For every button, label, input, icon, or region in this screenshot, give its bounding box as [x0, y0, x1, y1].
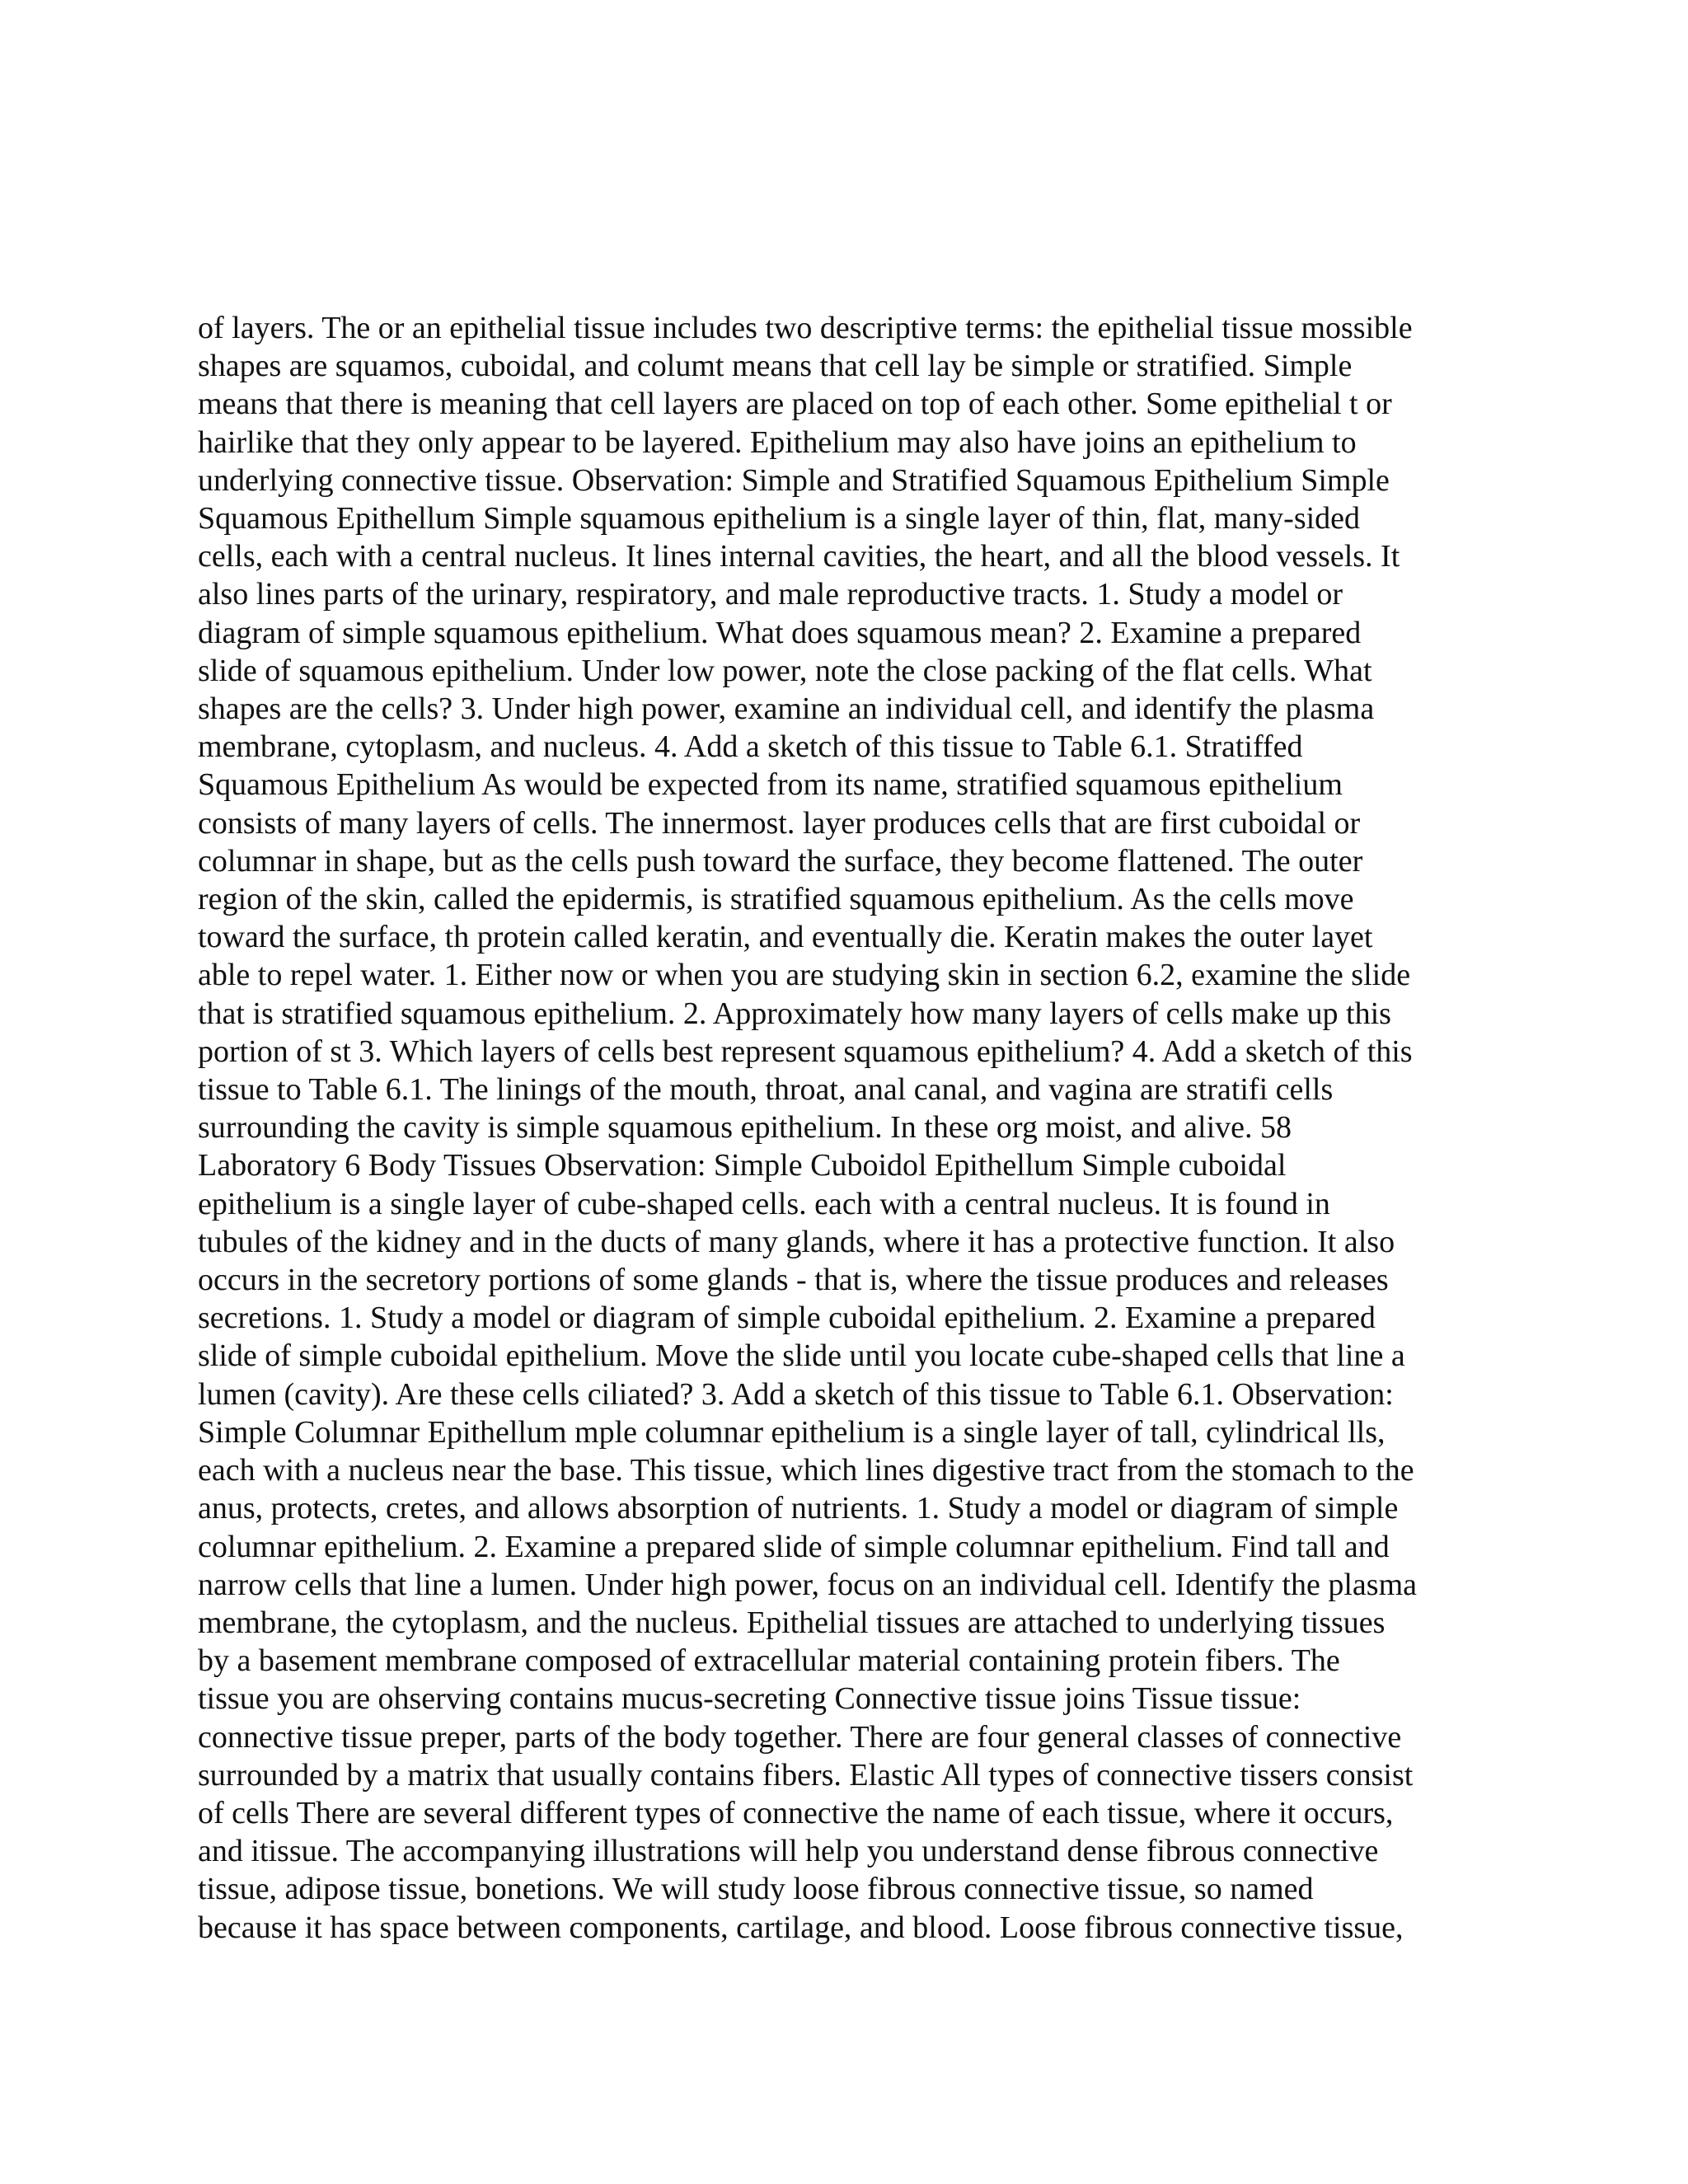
- text-line: Squamous Epithelium As would be expected from its name, stratified squamous epithelium: [198, 767, 1343, 803]
- text-line: shapes are squamos, cuboidal, and columt means that cell lay be simple or stratified. Simple: [198, 349, 1353, 384]
- text-line: tissue to Table 6.1. The linings of the mouth, throat, anal canal, and vagina are stratifi cells: [198, 1072, 1334, 1108]
- text-line: epithelium is a single layer of cube-shaped cells. each with a central nucleus. It is found in: [198, 1186, 1330, 1221]
- text-line: narrow cells that line a lumen. Under high power, focus on an individual cell. Identify the plasma: [198, 1567, 1417, 1602]
- text-line: lumen (cavity). Are these cells ciliated? 3. Add a sketch of this tissue to Table 6.1. Observation:: [198, 1376, 1394, 1412]
- text-line: tissue, adipose tissue, bonetions. We will study loose fibrous connective tissue, so named: [198, 1872, 1314, 1907]
- text-line: because it has space between components, cartilage, and blood. Loose fibrous connective tissue,: [198, 1910, 1404, 1945]
- text-line: occurs in the secretory portions of some glands - that is, where the tissue produces and releases: [198, 1263, 1389, 1298]
- text-line: also lines parts of the urinary, respiratory, and male reproductive tracts. 1. Study a model or: [198, 577, 1343, 612]
- text-line: tubules of the kidney and in the ducts of many glands, where it has a protective function. It also: [198, 1224, 1395, 1259]
- text-line: means that there is meaning that cell layers are placed on top of each other. Some epithelial t or: [198, 387, 1392, 422]
- text-line: connective tissue preper, parts of the body together. There are four general classes of connective: [198, 1719, 1402, 1755]
- text-line: consists of many layers of cells. The innermost. layer produces cells that are first cuboidal or: [198, 805, 1361, 841]
- text-line: shapes are the cells? 3. Under high power, examine an individual cell, and identify the plasma: [198, 691, 1375, 727]
- text-line: of cells There are several different types of connective the name of each tissue, where it occurs,: [198, 1795, 1394, 1830]
- text-line: Laboratory 6 Body Tissues Observation: Simple Cuboidol Epithellum Simple cuboidal: [198, 1148, 1287, 1183]
- text-line: region of the skin, called the epidermis, is stratified squamous epithelium. As the cells move: [198, 882, 1354, 917]
- text-line: toward the surface, th protein called keratin, and eventually die. Keratin makes the outer layet: [198, 920, 1373, 955]
- text-line: anus, protects, cretes, and allows absorption of nutrients. 1. Study a model or diagram of simple: [198, 1491, 1399, 1526]
- text-line: and itissue. The accompanying illustrations will help you understand dense fibrous connective: [198, 1834, 1379, 1869]
- text-line: columnar epithelium. 2. Examine a prepared slide of simple columnar epithelium. Find tall and: [198, 1529, 1390, 1564]
- text-line: slide of simple cuboidal epithelium. Move the slide until you locate cube-shaped cells that line a: [198, 1338, 1405, 1374]
- text-line: able to repel water. 1. Either now or when you are studying skin in section 6.2, examine the slide: [198, 958, 1411, 993]
- text-line: cells, each with a central nucleus. It lines internal cavities, the heart, and all the blood vessels. It: [198, 539, 1400, 574]
- text-line: slide of squamous epithelium. Under low power, note the close packing of the flat cells. What: [198, 653, 1372, 688]
- text-line: each with a nucleus near the base. This tissue, which lines digestive tract from the stomach to the: [198, 1453, 1414, 1488]
- text-line: columnar in shape, but as the cells push toward the surface, they become flattened. The outer: [198, 843, 1363, 879]
- text-line: by a basement membrane composed of extracellular material containing protein fibers. The: [198, 1643, 1340, 1679]
- text-line: Squamous Epithellum Simple squamous epithelium is a single layer of thin, flat, many-sided: [198, 501, 1361, 537]
- text-line: membrane, cytoplasm, and nucleus. 4. Add a sketch of this tissue to Table 6.1. Stratiffed: [198, 729, 1303, 765]
- text-line: membrane, the cytoplasm, and the nucleus. Epithelial tissues are attached to underlying tissues: [198, 1605, 1386, 1640]
- text-line: that is stratified squamous epithelium. 2. Approximately how many layers of cells make up this: [198, 996, 1391, 1031]
- text-line: underlying connective tissue. Observation: Simple and Stratified Squamous Epithelium Simple: [198, 462, 1390, 498]
- text-line: portion of st 3. Which layers of cells best represent squamous epithelium? 4. Add a sketch of this: [198, 1033, 1413, 1069]
- text-line: of layers. The or an epithelial tissue includes two descriptive terms: the epithelial tissue mossible: [198, 311, 1413, 345]
- text-line: tissue you are ohserving contains mucus-secreting Connective tissue joins Tissue tissue:: [198, 1681, 1301, 1717]
- text-line: surrounded by a matrix that usually contains fibers. Elastic All types of connective tissers consist: [198, 1757, 1414, 1793]
- text-line: Simple Columnar Epithellum mple columnar epithelium is a single layer of tall, cylindrical lls,: [198, 1414, 1386, 1450]
- body-text: [198, 309, 1500, 1947]
- text-line: surrounding the cavity is simple squamous epithelium. In these org moist, and alive. 58: [198, 1110, 1292, 1146]
- text-line: hairlike that they only appear to be layered. Epithelium may also have joins an epithelium to: [198, 424, 1357, 460]
- text-line: diagram of simple squamous epithelium. What does squamous mean? 2. Examine a prepared: [198, 615, 1362, 650]
- text-line: secretions. 1. Study a model or diagram of simple cuboidal epithelium. 2. Examine a prepared: [198, 1301, 1376, 1336]
